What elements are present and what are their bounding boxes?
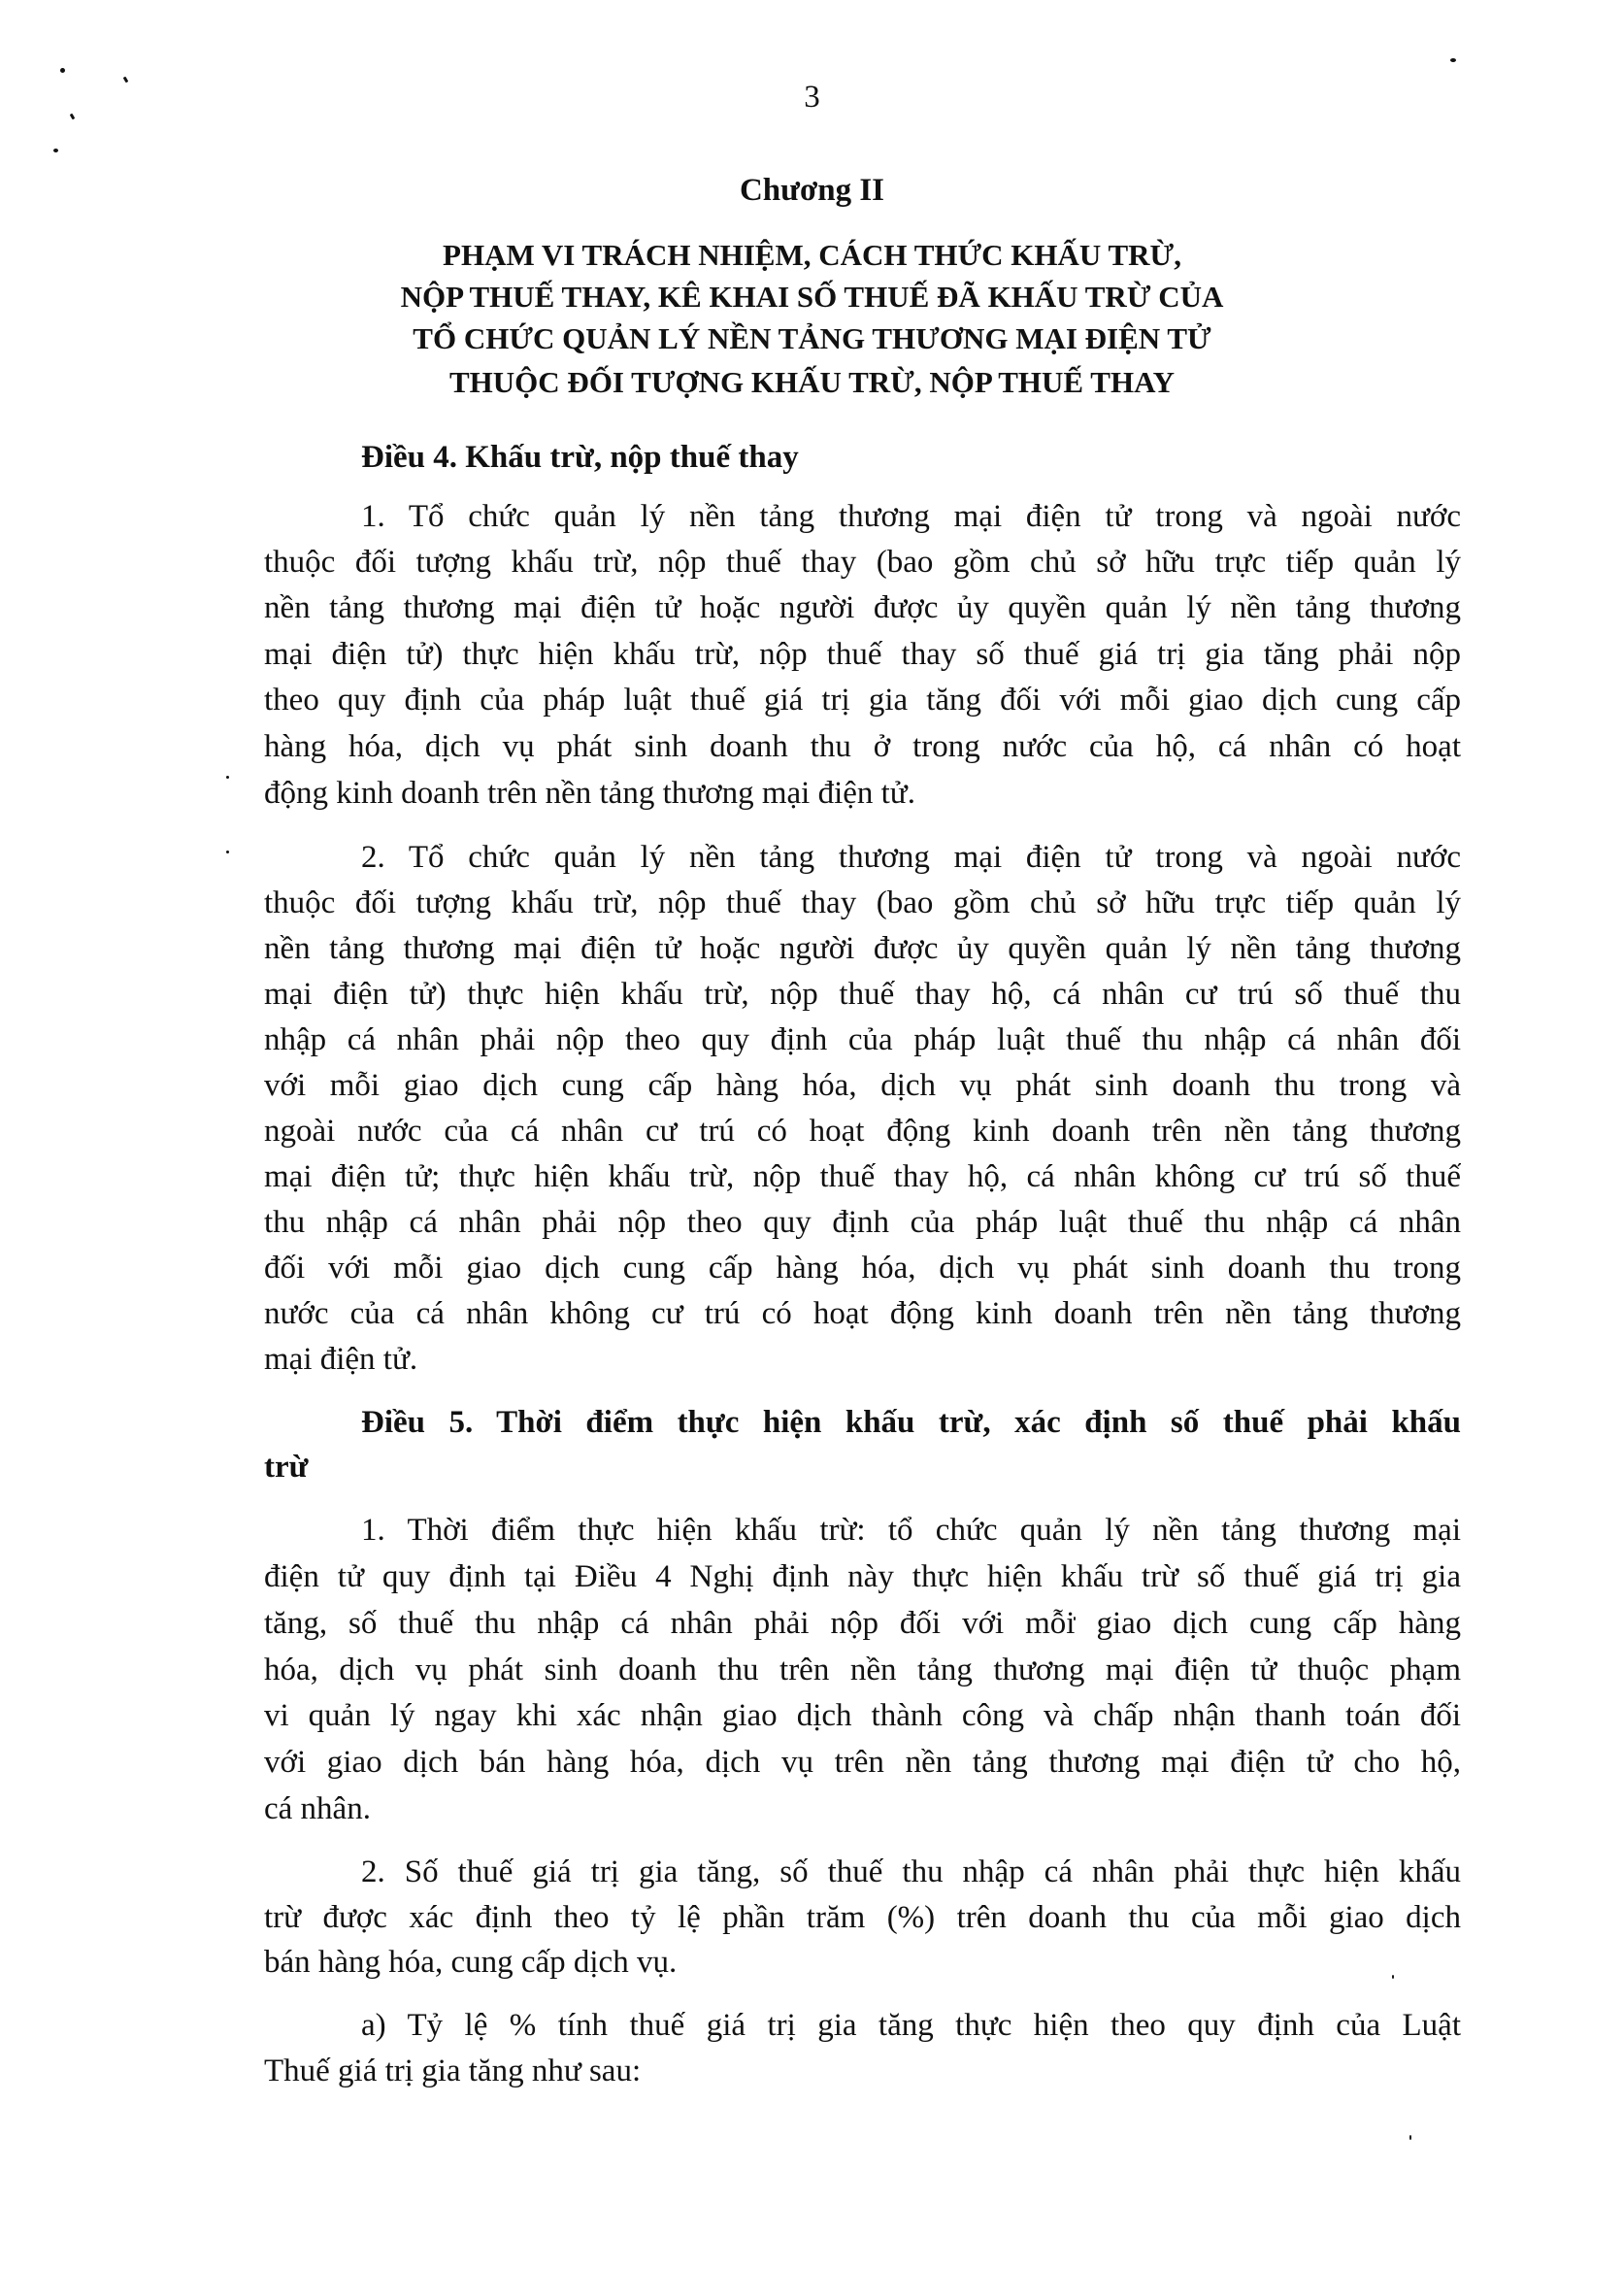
text-line: hàng hóa, dịch vụ phát sinh doanh thu ở trong nước của hộ, cá nhân có hoạt (264, 729, 1461, 764)
text-line: Thuế giá trị gia tăng như sau: (264, 2054, 642, 2088)
text-line: trừ được xác định theo tỷ lệ phần trăm (%) trên doanh thu của mỗi giao dịch (264, 1900, 1461, 1935)
scan-speck (53, 149, 58, 152)
chapter-title-line: THUỘC ĐỐI TƯỢNG KHẤU TRỪ, NỘP THUẾ THAY (449, 365, 1175, 399)
text-line: với mỗi giao dịch cung cấp hàng hóa, dịch vụ phát sinh doanh thu trong và (264, 1068, 1461, 1103)
text-line: đối với mỗi giao dịch cung cấp hàng hóa, dịch vụ phát sinh doanh thu trong (264, 1251, 1461, 1286)
article-4-heading: Điều 4. Khấu trừ, nộp thuế thay (361, 440, 799, 475)
text-line: mại điện tử) thực hiện khấu trừ, nộp thuế thay hộ, cá nhân cư trú số thuế thu (264, 977, 1461, 1012)
text-line: nền tảng thương mại điện tử hoặc người được ủy quyền quản lý nền tảng thương (264, 931, 1461, 966)
scan-speck (1450, 58, 1456, 62)
scan-speck (60, 68, 65, 73)
scan-speck (226, 776, 229, 779)
scan-speck (1409, 2135, 1411, 2140)
text-line: vi quản lý ngay khi xác nhận giao dịch thành công và chấp nhận thanh toán đối (264, 1698, 1461, 1733)
text-line: mại điện tử. (264, 1342, 418, 1377)
text-line: thuộc đối tượng khấu trừ, nộp thuế thay (bao gồm chủ sở hữu trực tiếp quản lý (264, 545, 1461, 580)
chapter-title-line: TỔ CHỨC QUẢN LÝ NỀN TẢNG THƯƠNG MẠI ĐIỆN TỬ (413, 321, 1211, 355)
chapter-title-line: NỘP THUẾ THAY, KÊ KHAI SỐ THUẾ ĐÃ KHẤU TRỪ CỦA (400, 280, 1224, 314)
chapter-title-line: PHẠM VI TRÁCH NHIỆM, CÁCH THỨC KHẤU TRỪ, (443, 238, 1181, 272)
scan-speck (226, 851, 229, 853)
text-line: nền tảng thương mại điện tử hoặc người được ủy quyền quản lý nền tảng thương (264, 590, 1461, 625)
chapter-label: Chương II (739, 173, 885, 208)
page-number: 3 (804, 80, 820, 115)
text-line: mại điện tử) thực hiện khấu trừ, nộp thuế thay số thuế giá trị gia tăng phải nộp (264, 637, 1461, 672)
text-line: nhập cá nhân phải nộp theo quy định của pháp luật thuế thu nhập cá nhân đối (264, 1022, 1461, 1057)
text-line: 1. Thời điểm thực hiện khấu trừ: tổ chức quản lý nền tảng thương mại (361, 1513, 1461, 1548)
text-line: tăng, số thuế thu nhập cá nhân phải nộp đối với mỗi giao dịch cung cấp hàng (264, 1606, 1461, 1641)
text-line: điện tử quy định tại Điều 4 Nghị định này thực hiện khấu trừ số thuế giá trị gia (264, 1559, 1461, 1594)
text-line: 1. Tổ chức quản lý nền tảng thương mại điện tử trong và ngoài nước (361, 499, 1461, 534)
text-line: a) Tỷ lệ % tính thuế giá trị gia tăng thực hiện theo quy định của Luật (361, 2008, 1461, 2043)
text-line: hóa, dịch vụ phát sinh doanh thu trên nền tảng thương mại điện tử thuộc phạm (264, 1653, 1461, 1687)
text-line: 2. Số thuế giá trị gia tăng, số thuế thu nhập cá nhân phải thực hiện khấu (361, 1854, 1461, 1889)
text-line: 2. Tổ chức quản lý nền tảng thương mại điện tử trong và ngoài nước (361, 840, 1461, 875)
heading-line: Điều 5. Thời điểm thực hiện khấu trừ, xác định số thuế phải khấu (361, 1405, 1461, 1440)
text-line: thu nhập cá nhân phải nộp theo quy định của pháp luật thuế thu nhập cá nhân (264, 1205, 1461, 1240)
text-line: theo quy định của pháp luật thuế giá trị gia tăng đối với mỗi giao dịch cung cấp (264, 683, 1461, 718)
text-line: ngoài nước của cá nhân cư trú có hoạt động kinh doanh trên nền tảng thương (264, 1114, 1461, 1149)
text-line: bán hàng hóa, cung cấp dịch vụ. (264, 1945, 678, 1980)
text-line: cá nhân. (264, 1791, 371, 1826)
text-line: với giao dịch bán hàng hóa, dịch vụ trên nền tảng thương mại điện tử cho hộ, (264, 1745, 1461, 1780)
heading-line: trừ (264, 1450, 309, 1485)
text-line: nước của cá nhân không cư trú có hoạt động kinh doanh trên nền tảng thương (264, 1296, 1461, 1331)
text-line: mại điện tử; thực hiện khấu trừ, nộp thuế thay hộ, cá nhân không cư trú số thuế (264, 1159, 1461, 1194)
text-line: thuộc đối tượng khấu trừ, nộp thuế thay (bao gồm chủ sở hữu trực tiếp quản lý (264, 885, 1461, 920)
text-line: động kinh doanh trên nền tảng thương mại điện tử. (264, 776, 915, 811)
